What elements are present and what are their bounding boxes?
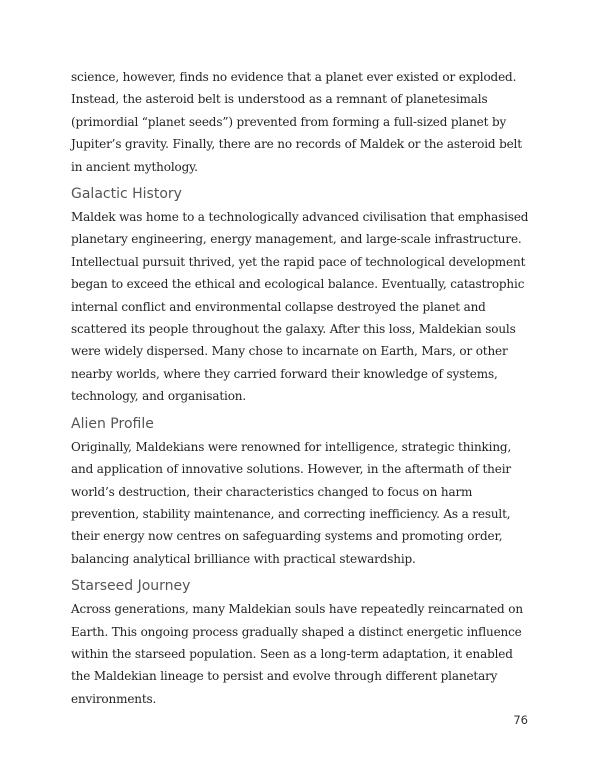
heading-starseed-journey: Starseed Journey xyxy=(71,578,191,595)
alien-profile-paragraph: Originally, Maldekians were renowned for intelligence, strategic thinking, and application of innovative solutions. However, in the aftermath of their world’s destruction, their characteristics changed to focus on harm prevention, stability maintenance, and correcting inefficiency. As a result, their energy now centres on safeguarding systems and promoting order, balancing analytical brilliance with practical stewardship. xyxy=(71,439,512,566)
heading-galactic-history: Galactic History xyxy=(71,186,182,203)
page-number: 76 xyxy=(513,713,528,727)
intro-paragraph: science, however, finds no evidence that a planet ever existed or exploded. Instead, the asteroid belt is understood as a remnant of planetesimals (primordial “planet seeds”) prevented from forming a full-sized planet by Jupiter’s gravity. Finally, there are no records of Maldek or the asteroid belt in ancient mythology. xyxy=(71,70,522,174)
page-content xyxy=(71,66,533,710)
heading-alien-profile: Alien Profile xyxy=(71,415,154,432)
galactic-history-paragraph: Maldek was home to a technologically advanced civilisation that emphasised planetary engineering, energy management, and large-scale infrastructure. Intellectual pursuit thrived, yet the rapid pace of technological development began to exceed the ethical and ecological balance. Eventually, catastrophic internal conflict and environmental collapse destroyed the planet and scattered its people throughout the galaxy. After this loss, Maldekian souls were widely dispersed. Many chose to incarnate on Earth, Mars, or other nearby worlds, where they carried forward their knowledge of systems, technology, and organisation. xyxy=(71,210,529,404)
starseed-journey-paragraph: Across generations, many Maldekian souls have repeatedly reincarnated on Earth. This ongoing process gradually shaped a distinct energetic influence within the starseed population. Seen as a long-term adaptation, it enabled the Maldekian lineage to persist and evolve through different planetary environments. xyxy=(71,602,523,706)
